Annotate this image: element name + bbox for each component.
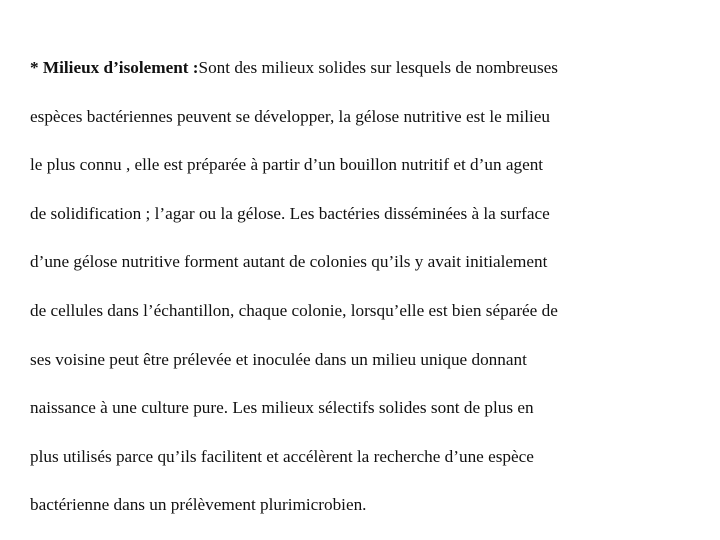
body-paragraph — [30, 44, 690, 530]
text-line-4: de solidification ; l’agar ou la gélose. Les bactéries disséminées à la surface — [30, 203, 550, 223]
text-line-3: le plus connu , elle est préparée à partir d’un bouillon nutritif et d’un agent — [30, 155, 544, 175]
text-line-7: ses voisine peut être prélevée et inoculée dans un milieu unique donnant — [30, 349, 527, 369]
text-line-8: naissance à une culture pure. Les milieux sélectifs solides sont de plus en — [30, 398, 534, 418]
text-line-5: d’une gélose nutritive forment autant de colonies qu’ils y avait initialement — [30, 252, 548, 272]
text-line-1 — [30, 44, 690, 93]
text-line-6: de cellules dans l’échantillon, chaque colonie, lorsqu’elle est bien séparée de — [30, 300, 558, 320]
text-line-10: bactérienne dans un prélèvement plurimicrobien. — [30, 495, 367, 515]
text-line-9: plus utilisés parce qu’ils facilitent et accélèrent la recherche d’une espèce — [30, 446, 534, 466]
section-heading: * Milieux d’isolement : — [30, 58, 199, 77]
heading-continuation: Sont des milieux solides sur lesquels de nombreuses — [198, 58, 558, 77]
text-line-2: espèces bactériennes peuvent se développer, la gélose nutritive est le milieu — [30, 106, 550, 126]
